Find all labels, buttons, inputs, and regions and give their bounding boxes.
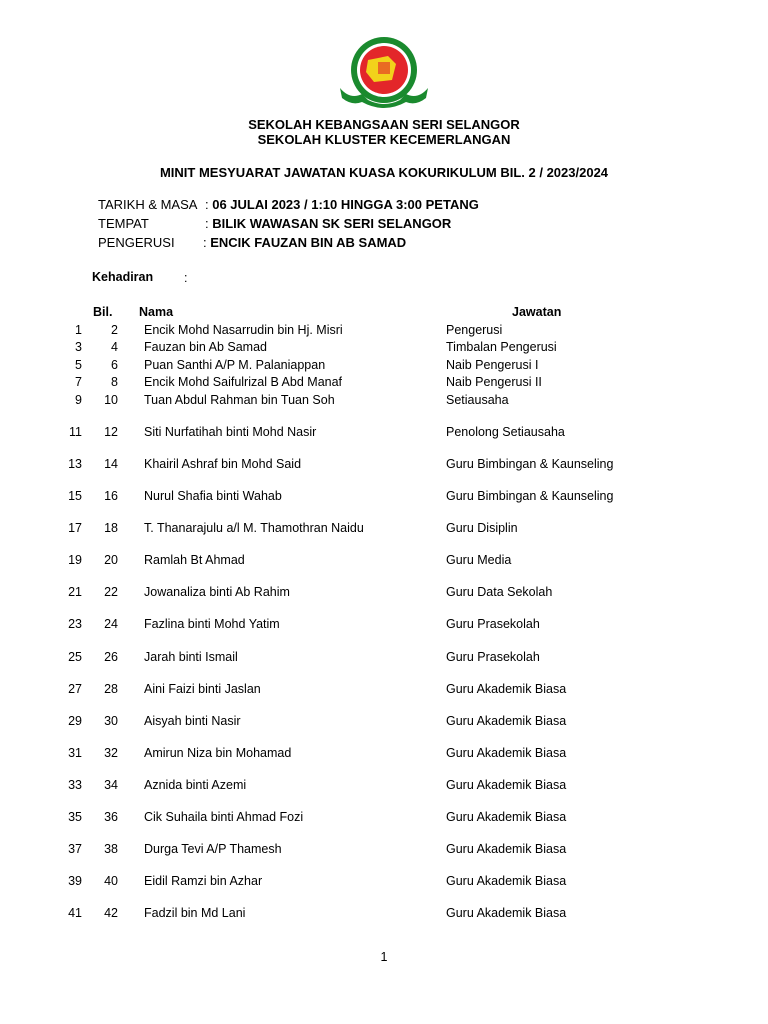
row-position: Pengerusi	[446, 323, 503, 337]
row-index-a: 7	[75, 375, 82, 389]
table-row	[0, 842, 768, 860]
row-index-a: 13	[68, 457, 82, 471]
row-position: Guru Prasekolah	[446, 650, 540, 664]
row-position: Guru Data Sekolah	[446, 585, 553, 599]
table-row	[0, 323, 768, 341]
row-index-a: 27	[68, 682, 82, 696]
row-name: Ramlah Bt Ahmad	[144, 553, 245, 567]
row-index-b: 32	[104, 746, 118, 760]
row-index-a: 3	[75, 340, 82, 354]
date-row: : 06 JULAI 2023 / 1:10 HINGGA 3:00 PETANG	[205, 197, 479, 212]
row-name: Fadzil bin Md Lani	[144, 906, 246, 920]
row-index-b: 22	[104, 585, 118, 599]
row-index-a: 17	[68, 521, 82, 535]
row-index-b: 8	[111, 375, 118, 389]
table-row	[0, 874, 768, 892]
row-index-b: 38	[104, 842, 118, 856]
school-cluster: SEKOLAH KLUSTER KECEMERLANGAN	[257, 132, 511, 147]
school-crest-icon	[338, 34, 430, 114]
table-row	[0, 650, 768, 668]
row-index-a: 25	[68, 650, 82, 664]
row-index-b: 28	[104, 682, 118, 696]
row-position: Setiausaha	[446, 393, 509, 407]
row-name: Aisyah binti Nasir	[144, 714, 241, 728]
row-name: Jarah binti Ismail	[144, 650, 238, 664]
row-index-b: 18	[104, 521, 118, 535]
row-index-b: 2	[111, 323, 118, 337]
row-position: Timbalan Pengerusi	[446, 340, 557, 354]
row-index-b: 30	[104, 714, 118, 728]
row-position: Guru Akademik Biasa	[446, 906, 567, 920]
row-index-a: 9	[75, 393, 82, 407]
row-index-a: 5	[75, 358, 82, 372]
document-title: MINIT MESYUARAT JAWATAN KUASA KOKURIKULUM BIL. 2 / 2023/2024	[159, 165, 609, 180]
row-index-a: 1	[75, 323, 82, 337]
row-position: Guru Akademik Biasa	[446, 810, 567, 824]
chair-value: ENCIK FAUZAN BIN AB SAMAD	[206, 235, 407, 250]
table-row	[0, 810, 768, 828]
row-name: Siti Nurfatihah binti Mohd Nasir	[144, 425, 317, 439]
row-name: Aini Faizi binti Jaslan	[144, 682, 261, 696]
table-row	[0, 358, 768, 376]
row-index-b: 6	[111, 358, 118, 372]
row-index-b: 24	[104, 617, 118, 631]
attendance-colon: :	[184, 271, 188, 285]
col-header-name: Nama	[139, 305, 174, 319]
row-position: Guru Bimbingan & Kaunseling	[446, 489, 614, 503]
row-position: Guru Disiplin	[446, 521, 518, 535]
row-index-b: 26	[104, 650, 118, 664]
row-position: Guru Akademik Biasa	[446, 778, 567, 792]
row-name: Khairil Ashraf bin Mohd Said	[144, 457, 302, 471]
table-row	[0, 778, 768, 796]
table-row	[0, 457, 768, 475]
chair-label: PENGERUSI	[98, 235, 175, 250]
row-name: Jowanaliza binti Ab Rahim	[144, 585, 290, 599]
table-row	[0, 340, 768, 358]
row-name: T. Thanarajulu a/l M. Thamothran Naidu	[144, 521, 364, 535]
row-index-b: 40	[104, 874, 118, 888]
row-name: Nurul Shafia binti Wahab	[144, 489, 282, 503]
row-position: Guru Prasekolah	[446, 617, 540, 631]
attendance-label: Kehadiran	[92, 270, 154, 284]
row-index-a: 41	[68, 906, 82, 920]
row-index-a: 15	[68, 489, 82, 503]
row-index-a: 37	[68, 842, 82, 856]
row-index-b: 36	[104, 810, 118, 824]
row-index-a: 31	[68, 746, 82, 760]
row-position: Naib Pengerusi I	[446, 358, 539, 372]
row-name: Puan Santhi A/P M. Palaniappan	[144, 358, 326, 372]
row-index-a: 19	[68, 553, 82, 567]
date-value: 06 JULAI 2023 / 1:10 HINGGA 3:00 PETANG	[212, 197, 479, 212]
row-position: Guru Bimbingan & Kaunseling	[446, 457, 614, 471]
row-index-a: 11	[69, 425, 82, 439]
table-row	[0, 425, 768, 443]
table-row	[0, 682, 768, 700]
row-name: Fauzan bin Ab Samad	[144, 340, 267, 354]
table-row	[0, 714, 768, 732]
table-row	[0, 489, 768, 507]
col-header-no: Bil.	[93, 305, 113, 319]
row-position: Naib Pengerusi II	[446, 375, 542, 389]
row-index-a: 21	[68, 585, 82, 599]
table-row	[0, 746, 768, 764]
venue-value: BILIK WAWASAN SK SERI SELANGOR	[208, 216, 452, 231]
school-name: SEKOLAH KEBANGSAAN SERI SELANGOR	[248, 117, 520, 132]
table-row	[0, 617, 768, 635]
row-position: Guru Akademik Biasa	[446, 874, 567, 888]
table-row	[0, 393, 768, 411]
row-name: Encik Mohd Saifulrizal B Abd Manaf	[144, 375, 343, 389]
row-index-b: 20	[104, 553, 118, 567]
row-position: Guru Akademik Biasa	[446, 746, 567, 760]
col-header-position: Jawatan	[512, 305, 562, 319]
row-name: Cik Suhaila binti Ahmad Fozi	[144, 810, 304, 824]
table-row	[0, 585, 768, 603]
date-label: TARIKH & MASA	[98, 197, 198, 212]
venue-row: : BILIK WAWASAN SK SERI SELANGOR	[205, 216, 452, 231]
table-row	[0, 375, 768, 393]
row-index-a: 29	[68, 714, 82, 728]
row-position: Guru Akademik Biasa	[446, 714, 567, 728]
row-index-b: 34	[104, 778, 118, 792]
row-index-b: 4	[111, 340, 118, 354]
row-position: Guru Akademik Biasa	[446, 842, 567, 856]
page-number: 1	[380, 950, 388, 964]
row-name: Tuan Abdul Rahman bin Tuan Soh	[144, 393, 335, 407]
venue-label: TEMPAT	[98, 216, 149, 231]
table-row	[0, 553, 768, 571]
row-index-a: 33	[68, 778, 82, 792]
row-name: Aznida binti Azemi	[144, 778, 247, 792]
row-position: Penolong Setiausaha	[446, 425, 565, 439]
row-index-b: 16	[104, 489, 118, 503]
row-position: Guru Media	[446, 553, 512, 567]
row-name: Eidil Ramzi bin Azhar	[144, 874, 263, 888]
table-row	[0, 906, 768, 924]
row-index-b: 14	[104, 457, 118, 471]
chair-row: : ENCIK FAUZAN BIN AB SAMAD	[203, 235, 407, 250]
row-index-b: 42	[104, 906, 118, 920]
row-index-b: 12	[104, 425, 118, 439]
row-index-a: 39	[68, 874, 82, 888]
table-row	[0, 521, 768, 539]
row-position: Guru Akademik Biasa	[446, 682, 567, 696]
row-index-b: 10	[104, 393, 118, 407]
row-name: Amirun Niza bin Mohamad	[144, 746, 292, 760]
row-name: Durga Tevi A/P Thamesh	[144, 842, 282, 856]
row-name: Encik Mohd Nasarrudin bin Hj. Misri	[144, 323, 343, 337]
row-index-a: 23	[68, 617, 82, 631]
row-index-a: 35	[68, 810, 82, 824]
row-name: Fazlina binti Mohd Yatim	[144, 617, 280, 631]
